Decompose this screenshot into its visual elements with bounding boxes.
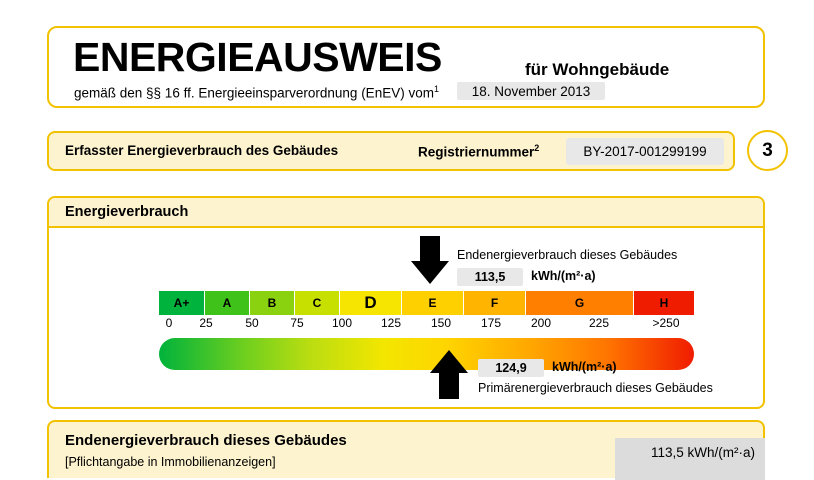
page-title: ENERGIEAUSWEIS [73, 34, 442, 80]
primary-energy-value: 124,9 [495, 361, 527, 375]
page-subtitle: für Wohngebäude [525, 60, 670, 79]
scale-tick-label: 200 [530, 316, 552, 330]
arrow-shaft [420, 236, 440, 262]
energy-class-label: A [222, 296, 232, 310]
energy-class-label: A+ [173, 296, 190, 310]
scale-tick-label: 225 [588, 316, 610, 330]
legal-basis-footnote: 1 [433, 84, 439, 94]
title-box [47, 26, 765, 108]
scale-tick-label: >250 [652, 316, 680, 330]
energy-class-g [526, 291, 634, 315]
mandatory-disclosure-value: 113,5 kWh/(m²·a) [650, 445, 755, 460]
scale-tick-label: 125 [380, 316, 402, 330]
scale-tick-label: 25 [199, 316, 213, 330]
energy-class-label: D [364, 293, 377, 312]
end-energy-marker-arrow-icon [411, 236, 449, 284]
scale-tick-label: 50 [245, 316, 259, 330]
page-number-value: 3 [762, 140, 773, 161]
energy-class-label: H [659, 296, 669, 310]
primary-energy-label: Primärenergieverbrauch dieses Gebäudes [478, 381, 713, 395]
energy-class-scale [159, 291, 694, 315]
energy-class-label: G [574, 296, 585, 310]
energy-class-a [205, 291, 250, 315]
arrow-head [430, 350, 468, 373]
energy-class-label: B [267, 296, 277, 310]
mandatory-disclosure-title: Endenergieverbrauch dieses Gebäudes [65, 432, 347, 449]
end-energy-unit: kWh/(m²·a) [531, 269, 596, 283]
primary-energy-unit: kWh/(m²·a) [552, 360, 617, 374]
legal-basis-text [74, 84, 439, 101]
mandatory-disclosure-box [47, 420, 765, 478]
registration-number-footnote: 2 [534, 143, 540, 153]
energy-class-label: F [490, 296, 499, 310]
energy-class-label: E [428, 296, 437, 310]
arrow-head [411, 261, 449, 284]
scale-tick-label: 0 [165, 316, 173, 330]
registration-box [47, 131, 735, 171]
registration-section-label: Erfasster Energieverbrauch des Gebäudes [65, 143, 339, 158]
scale-tick-label: 150 [430, 316, 452, 330]
end-energy-value: 113,5 [474, 270, 506, 284]
energy-class-f [464, 291, 526, 315]
energy-class-aplus [159, 291, 205, 315]
primary-energy-marker-arrow-icon [430, 350, 468, 400]
legal-basis-label: gemäß den §§ 16 ff. Energieeinsparverordnung (EnEV) vom [74, 85, 434, 101]
energy-consumption-panel [47, 196, 765, 409]
scale-tick-label: 175 [480, 316, 502, 330]
mandatory-disclosure-subtitle: [Pflichtangabe in Immobilienanzeigen] [65, 455, 276, 469]
panel-header-title: Energieverbrauch [65, 204, 189, 220]
scale-tick-label: 75 [290, 316, 304, 330]
energy-class-d [340, 291, 402, 315]
energy-class-e [402, 291, 464, 315]
registration-number-label [418, 143, 539, 160]
scale-tick-label: 100 [331, 316, 353, 330]
issue-date-value: 18. November 2013 [471, 84, 591, 99]
end-energy-label: Endenergieverbrauch dieses Gebäudes [457, 248, 678, 262]
energy-class-b [250, 291, 295, 315]
energy-class-h [634, 291, 694, 315]
registration-number-value: BY-2017-001299199 [583, 144, 707, 159]
energy-scale-ticks [149, 316, 704, 332]
registration-number-label-text: Registriernummer [418, 144, 535, 160]
energy-class-label: C [312, 296, 322, 310]
arrow-shaft [439, 372, 459, 399]
energy-class-c [295, 291, 340, 315]
